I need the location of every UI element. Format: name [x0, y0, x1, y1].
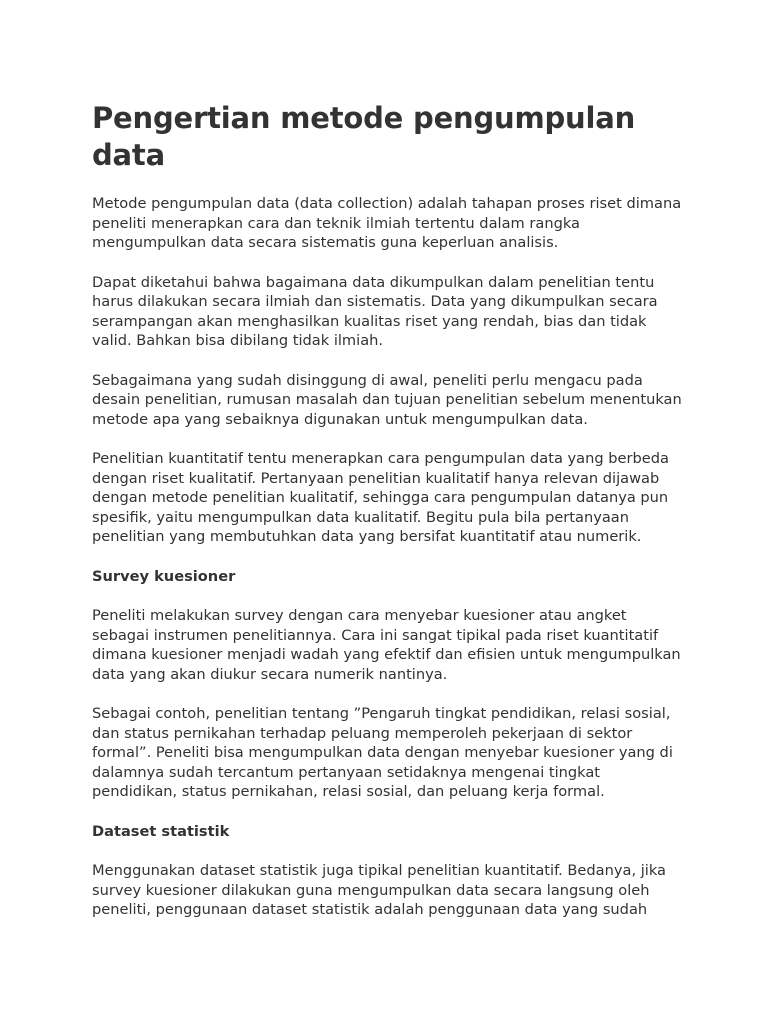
- paragraph-research-design: Sebagaimana yang sudah disinggung di awal, peneliti perlu mengacu pada desain penelitian, rumusan masalah dan tujuan penelitian sebelum menentukan metode apa yang sebaiknya digunakan untuk mengumpulkan data.: [92, 371, 682, 428]
- paragraph-definition: Metode pengumpulan data (data collection) adalah tahapan proses riset dimana peneliti menerapkan cara dan teknik ilmiah tertentu dalam rangka mengumpulkan data secara sistematis guna keperluan analisis.: [92, 195, 682, 251]
- paragraph-scientific-collection: Dapat diketahui bahwa bagaimana data dikumpulkan dalam penelitian tentu harus dilakukan secara ilmiah dan sistematis. Data yang dikumpulkan secara serampangan akan menghasilkan kualitas riset yang rendah, bias dan tidak valid. Bahkan bisa dibilang tidak ilmiah.: [92, 273, 658, 349]
- paragraph-dataset-description: Menggunakan dataset statistik juga tipikal penelitian kuantitatif. Bedanya, jika survey kuesioner dilakukan guna mengumpulkan data secara langsung oleh peneliti, penggunaan dataset statistik adalah penggunaan data yang sudah: [92, 862, 666, 918]
- page-title: Pengertian metode pengumpulan data: [92, 101, 636, 172]
- section-heading-dataset: Dataset statistik: [92, 822, 230, 840]
- paragraph-quantitative-vs-qualitative: Penelitian kuantitatif tentu menerapkan cara pengumpulan data yang berbeda dengan riset kualitatif. Pertanyaan penelitian kualitatif hanya relevan dijawab dengan metode penelitian kualitatif, sehingga cara pengumpulan datanya pun spesifik, yaitu mengumpulkan data kualitatif. Begitu pula bila pertanyaan penelitian yang membutuhkan data yang bersifat kuantitatif atau numerik.: [92, 450, 669, 545]
- section-heading-survey: Survey kuesioner: [92, 567, 236, 585]
- document-page: [92, 100, 682, 940]
- paragraph-survey-description: Peneliti melakukan survey dengan cara menyebar kuesioner atau angket sebagai instrumen penelitiannya. Cara ini sangat tipikal pada riset kuantitatif dimana kuesioner menjadi wadah yang efektif dan efisien untuk mengumpulkan data yang akan diukur secara numerik nantinya.: [92, 607, 681, 683]
- paragraph-survey-example: Sebagai contoh, penelitian tentang ”Pengaruh tingkat pendidikan, relasi sosial, dan status pernikahan terhadap peluang memperoleh pekerjaan di sektor formal”. Peneliti bisa mengumpulkan data dengan menyebar kuesioner yang di dalamnya sudah tercantum pertanyaan setidaknya mengenai tingkat pendidikan, status pernikahan, relasi sosial, dan peluang kerja formal.: [92, 705, 673, 800]
